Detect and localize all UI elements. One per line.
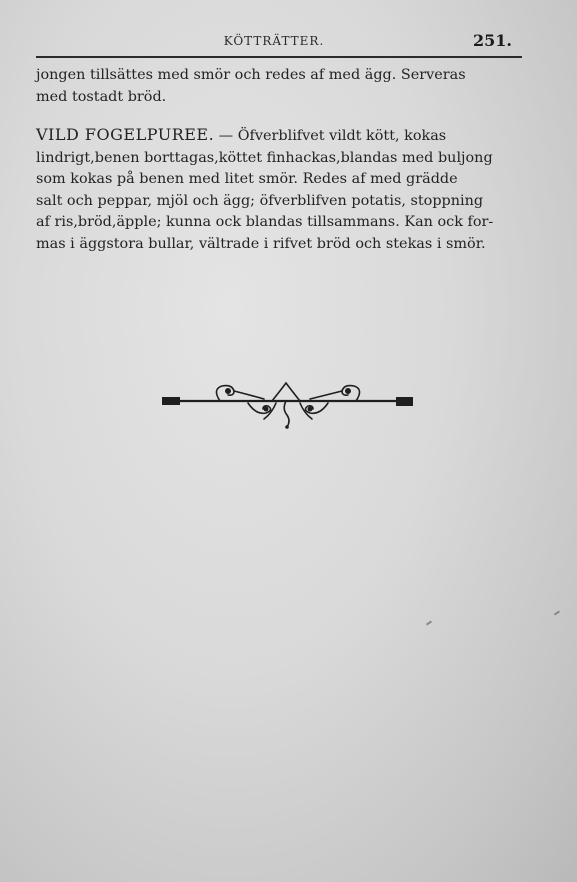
text-line: mas i äggstora bullar, vältrade i rifvet bröd och stekas i smör. xyxy=(36,235,486,252)
page-number: 251. xyxy=(473,31,512,50)
recipe-heading: VILD FOGELPUREE. xyxy=(36,125,215,144)
body-text xyxy=(36,65,530,255)
running-title: KÖTTRÄTTER. xyxy=(223,34,325,48)
text-line: med tostadt bröd. xyxy=(36,88,167,105)
scroll-flourish-ornament-icon xyxy=(160,377,415,429)
paragraph-continuation xyxy=(36,65,530,108)
paper-speck xyxy=(426,620,432,625)
text-line: jongen tillsättes med smör och redes af med ägg. Serveras xyxy=(36,67,466,83)
text-line: salt och peppar, mjöl och ägg; öfverblifven potatis, stoppning xyxy=(36,192,484,209)
text-line: af ris,bröd,äpple; kunna ock blandas tillsammans. Kan ock for- xyxy=(36,214,494,230)
text-line: — Öfverblifvet vildt kött, kokas xyxy=(214,128,447,144)
text-line: som kokas på benen med litet smör. Redes af med grädde xyxy=(36,171,458,187)
page-header xyxy=(36,31,512,54)
text-line: lindrigt,benen borttagas,köttet finhackas,blandas med buljong xyxy=(36,149,493,166)
paper-speck xyxy=(554,610,560,615)
header-rule xyxy=(36,56,522,58)
recipe-paragraph xyxy=(36,124,530,255)
